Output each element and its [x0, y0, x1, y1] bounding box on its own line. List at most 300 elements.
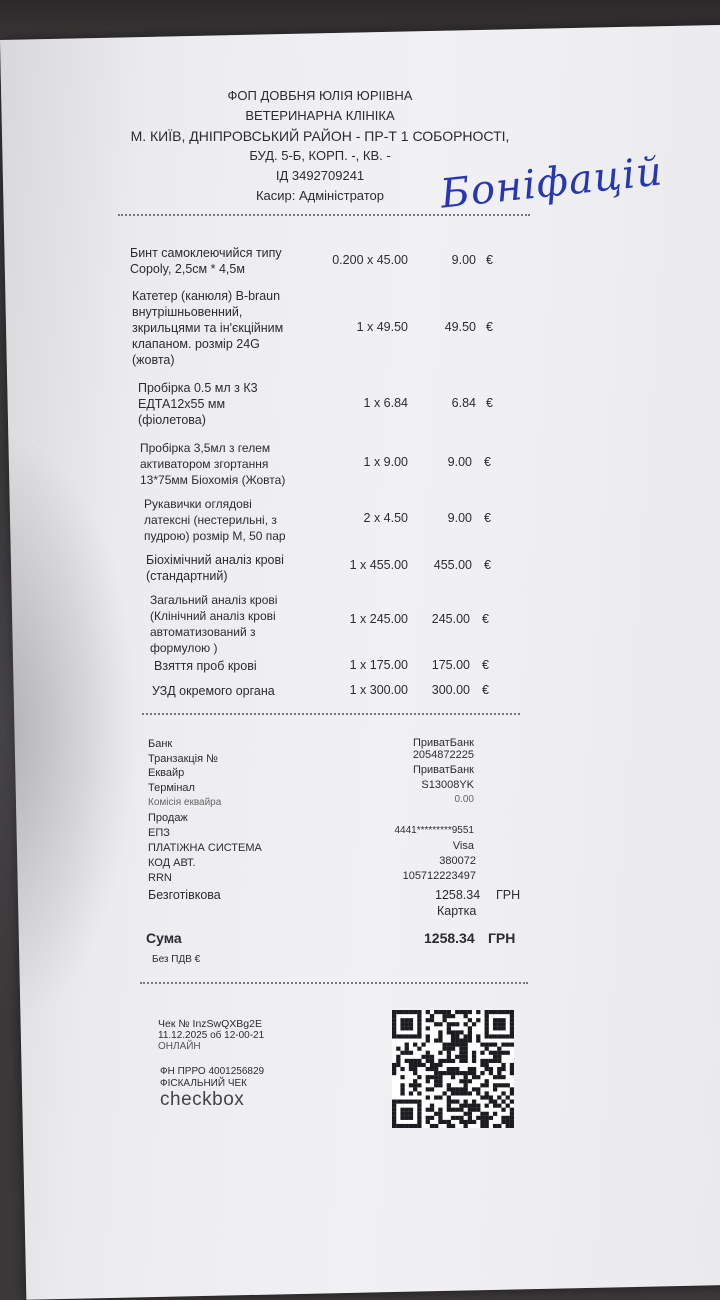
- qr-code: [392, 1010, 514, 1128]
- qr-module: [497, 1104, 501, 1108]
- qr-module: [409, 1091, 413, 1095]
- item-2-amount: 49.50: [444, 320, 476, 334]
- qr-module: [455, 1038, 459, 1042]
- qr-module: [451, 1059, 455, 1063]
- qr-module: [501, 1022, 505, 1026]
- qr-module: [451, 1030, 455, 1034]
- qr-module: [451, 1071, 455, 1075]
- qr-module: [447, 1124, 451, 1128]
- qr-module: [447, 1067, 451, 1071]
- qr-module: [451, 1014, 455, 1018]
- qr-module: [434, 1063, 438, 1067]
- qr-module: [409, 1108, 413, 1112]
- qr-module: [501, 1063, 505, 1067]
- qr-module: [497, 1018, 501, 1022]
- qr-module: [409, 1051, 413, 1055]
- qr-module: [434, 1010, 438, 1014]
- qr-module: [510, 1067, 514, 1071]
- qr-module: [489, 1010, 493, 1014]
- qr-module: [400, 1051, 404, 1055]
- qr-module: [405, 1124, 409, 1128]
- qr-module: [392, 1120, 396, 1124]
- payment-label: КОД АВТ.: [148, 857, 196, 869]
- qr-module: [510, 1087, 514, 1091]
- qr-module: [464, 1055, 468, 1059]
- qr-module: [506, 1116, 510, 1120]
- qr-module: [485, 1059, 489, 1063]
- qr-module: [493, 1075, 497, 1079]
- qr-module: [417, 1010, 421, 1014]
- qr-module: [405, 1100, 409, 1104]
- qr-module: [476, 1010, 480, 1014]
- item-6-currency: €: [484, 558, 491, 572]
- qr-module: [493, 1034, 497, 1038]
- qr-module: [396, 1034, 400, 1038]
- qr-module: [438, 1010, 442, 1014]
- qr-module: [493, 1022, 497, 1026]
- payment-value: 105712223497: [402, 870, 476, 882]
- merchant-address-1: М. КИЇВ, ДНІПРОВСЬКИЙ РАЙОН - ПР-Т 1 СОБОРНОСТІ,: [130, 128, 510, 144]
- qr-module: [392, 1030, 396, 1034]
- payment-value: ПриватБанк: [412, 737, 474, 749]
- qr-module: [434, 1112, 438, 1116]
- qr-module: [413, 1079, 417, 1083]
- qr-module: [430, 1116, 434, 1120]
- item-7-desc: Загальний аналіз крові (Клінічний аналіз крові автоматизований з формулою ): [150, 593, 278, 655]
- qr-module: [405, 1051, 409, 1055]
- qr-module: [468, 1018, 472, 1022]
- qr-module: [421, 1055, 425, 1059]
- qr-module: [438, 1051, 442, 1055]
- qr-module: [409, 1034, 413, 1038]
- qr-module: [417, 1047, 421, 1051]
- qr-module: [413, 1063, 417, 1067]
- qr-module: [405, 1116, 409, 1120]
- qr-module: [476, 1038, 480, 1042]
- qr-module: [455, 1100, 459, 1104]
- qr-module: [426, 1034, 430, 1038]
- qr-module: [459, 1055, 463, 1059]
- qr-module: [438, 1059, 442, 1063]
- qr-module: [417, 1120, 421, 1124]
- qr-module: [459, 1030, 463, 1034]
- qr-module: [493, 1018, 497, 1022]
- item-6-qty: 1 x 455.00: [349, 558, 408, 572]
- qr-module: [510, 1124, 514, 1128]
- item-8-qty: 1 x 175.00: [349, 658, 408, 672]
- check-datetime: 11.12.2025 об 12-00-21: [158, 1030, 265, 1041]
- qr-module: [501, 1010, 505, 1014]
- qr-module: [485, 1091, 489, 1095]
- qr-module: [455, 1108, 459, 1112]
- qr-module: [497, 1047, 501, 1051]
- qr-module: [506, 1124, 510, 1128]
- qr-module: [447, 1055, 451, 1059]
- cashless-amount: 1258.34: [435, 888, 481, 902]
- qr-module: [459, 1120, 463, 1124]
- qr-module: [485, 1014, 489, 1018]
- qr-module: [417, 1075, 421, 1079]
- vat-note: Без ПДВ €: [152, 954, 201, 965]
- qr-module: [493, 1059, 497, 1063]
- qr-module: [485, 1063, 489, 1067]
- qr-module: [438, 1095, 442, 1099]
- qr-module: [438, 1108, 442, 1112]
- qr-module: [430, 1014, 434, 1018]
- qr-module: [501, 1091, 505, 1095]
- qr-module: [472, 1059, 476, 1063]
- qr-module: [480, 1120, 484, 1124]
- qr-module: [417, 1030, 421, 1034]
- qr-module: [413, 1010, 417, 1014]
- qr-module: [455, 1116, 459, 1120]
- qr-module: [396, 1010, 400, 1014]
- qr-module: [413, 1124, 417, 1128]
- qr-module: [442, 1018, 446, 1022]
- qr-module: [417, 1022, 421, 1026]
- qr-module: [497, 1071, 501, 1075]
- qr-module: [468, 1034, 472, 1038]
- qr-module: [451, 1043, 455, 1047]
- qr-module: [468, 1071, 472, 1075]
- qr-module: [464, 1071, 468, 1075]
- qr-module: [472, 1071, 476, 1075]
- divider: [140, 982, 528, 984]
- qr-module: [493, 1087, 497, 1091]
- qr-module: [430, 1087, 434, 1091]
- qr-module: [392, 1014, 396, 1018]
- qr-module: [413, 1034, 417, 1038]
- qr-module: [426, 1018, 430, 1022]
- qr-module: [464, 1038, 468, 1042]
- qr-module: [459, 1108, 463, 1112]
- item-1-desc: Бинт самоклеючийся типу Copoly, 2,5см * 4,5м: [130, 246, 282, 276]
- qr-module: [510, 1112, 514, 1116]
- qr-module: [493, 1112, 497, 1116]
- qr-module: [426, 1120, 430, 1124]
- qr-module: [392, 1071, 396, 1075]
- qr-module: [400, 1112, 404, 1116]
- qr-module: [506, 1095, 510, 1099]
- qr-module: [426, 1010, 430, 1014]
- qr-module: [447, 1051, 451, 1055]
- qr-module: [476, 1087, 480, 1091]
- qr-module: [459, 1047, 463, 1051]
- qr-module: [455, 1071, 459, 1075]
- item-4-currency: €: [484, 455, 491, 469]
- qr-module: [430, 1055, 434, 1059]
- qr-module: [447, 1083, 451, 1087]
- item-7-qty: 1 x 245.00: [349, 612, 408, 626]
- qr-module: [434, 1038, 438, 1042]
- item-3-amount: 6.84: [451, 396, 476, 410]
- qr-module: [426, 1038, 430, 1042]
- qr-module: [472, 1055, 476, 1059]
- qr-module: [464, 1047, 468, 1051]
- qr-module: [392, 1063, 396, 1067]
- item-6-desc: Біохімічний аналіз крові (стандартний): [146, 553, 284, 583]
- qr-module: [510, 1030, 514, 1034]
- qr-module: [447, 1030, 451, 1034]
- item-5-desc: Рукавички оглядові латексні (нестерильні, з пудрою) розмір М, 50 пар: [144, 497, 286, 543]
- qr-module: [434, 1124, 438, 1128]
- check-mode: ОНЛАЙН: [158, 1041, 201, 1052]
- qr-module: [497, 1022, 501, 1026]
- qr-module: [459, 1104, 463, 1108]
- qr-module: [510, 1116, 514, 1120]
- qr-module: [455, 1055, 459, 1059]
- qr-module: [485, 1079, 489, 1083]
- qr-module: [392, 1108, 396, 1112]
- qr-module: [405, 1059, 409, 1063]
- qr-module: [493, 1083, 497, 1087]
- payment-value: 380072: [439, 855, 476, 867]
- qr-module: [430, 1124, 434, 1128]
- qr-module: [392, 1124, 396, 1128]
- qr-module: [417, 1108, 421, 1112]
- qr-module: [493, 1026, 497, 1030]
- qr-module: [438, 1038, 442, 1042]
- total-label: Сума: [146, 930, 182, 946]
- qr-module: [501, 1067, 505, 1071]
- qr-module: [451, 1108, 455, 1112]
- qr-module: [510, 1026, 514, 1030]
- merchant-type: ВЕТЕРИНАРНА КЛІНІКА: [245, 108, 395, 123]
- qr-module: [438, 1083, 442, 1087]
- qr-module: [489, 1043, 493, 1047]
- qr-module: [480, 1112, 484, 1116]
- qr-module: [413, 1087, 417, 1091]
- fiscal-label: ФІСКАЛЬНИЙ ЧЕК: [160, 1078, 247, 1089]
- qr-module: [434, 1075, 438, 1079]
- qr-module: [405, 1034, 409, 1038]
- qr-module: [493, 1010, 497, 1014]
- qr-module: [510, 1071, 514, 1075]
- qr-module: [476, 1091, 480, 1095]
- qr-module: [430, 1018, 434, 1022]
- qr-module: [434, 1067, 438, 1071]
- qr-module: [409, 1100, 413, 1104]
- qr-module: [430, 1063, 434, 1067]
- qr-module: [485, 1026, 489, 1030]
- qr-module: [451, 1047, 455, 1051]
- qr-module: [455, 1022, 459, 1026]
- qr-module: [493, 1104, 497, 1108]
- qr-module: [400, 1026, 404, 1030]
- qr-module: [455, 1087, 459, 1091]
- qr-module: [480, 1043, 484, 1047]
- divider: [118, 214, 530, 216]
- item-5-qty: 2 x 4.50: [363, 511, 408, 525]
- qr-module: [468, 1091, 472, 1095]
- qr-module: [485, 1047, 489, 1051]
- qr-module: [493, 1051, 497, 1055]
- item-3-currency: €: [486, 396, 493, 410]
- qr-module: [480, 1095, 484, 1099]
- item-5-amount: 9.00: [447, 511, 472, 525]
- qr-module: [459, 1010, 463, 1014]
- qr-module: [485, 1124, 489, 1128]
- qr-module: [392, 1112, 396, 1116]
- qr-module: [489, 1116, 493, 1120]
- qr-module: [510, 1100, 514, 1104]
- total-currency: ГРН: [488, 930, 516, 946]
- qr-module: [434, 1071, 438, 1075]
- qr-module: [485, 1116, 489, 1120]
- item-9-currency: €: [482, 683, 489, 697]
- qr-module: [400, 1075, 404, 1079]
- qr-module: [451, 1067, 455, 1071]
- qr-module: [472, 1051, 476, 1055]
- qr-module: [459, 1071, 463, 1075]
- qr-module: [472, 1087, 476, 1091]
- qr-module: [438, 1079, 442, 1083]
- qr-module: [417, 1018, 421, 1022]
- qr-module: [405, 1010, 409, 1014]
- qr-module: [497, 1075, 501, 1079]
- item-3-qty: 1 x 6.84: [363, 396, 408, 410]
- qr-module: [497, 1095, 501, 1099]
- qr-module: [464, 1087, 468, 1091]
- qr-module: [447, 1087, 451, 1091]
- qr-module: [506, 1104, 510, 1108]
- qr-module: [392, 1018, 396, 1022]
- qr-module: [476, 1116, 480, 1120]
- qr-module: [468, 1104, 472, 1108]
- qr-module: [468, 1120, 472, 1124]
- qr-module: [417, 1112, 421, 1116]
- qr-module: [409, 1026, 413, 1030]
- qr-module: [417, 1059, 421, 1063]
- qr-module: [459, 1059, 463, 1063]
- qr-module: [501, 1120, 505, 1124]
- qr-module: [455, 1067, 459, 1071]
- qr-module: [434, 1083, 438, 1087]
- qr-module: [455, 1010, 459, 1014]
- qr-module: [430, 1108, 434, 1112]
- qr-module: [476, 1108, 480, 1112]
- total-amount: 1258.34: [424, 930, 475, 946]
- qr-module: [501, 1100, 505, 1104]
- qr-module: [485, 1043, 489, 1047]
- qr-module: [464, 1079, 468, 1083]
- qr-module: [489, 1071, 493, 1075]
- qr-module: [493, 1124, 497, 1128]
- qr-module: [464, 1104, 468, 1108]
- payment-label: Еквайр: [148, 767, 185, 779]
- qr-module: [472, 1067, 476, 1071]
- qr-module: [392, 1067, 396, 1071]
- divider: [142, 713, 520, 715]
- item-2-qty: 1 x 49.50: [356, 320, 408, 334]
- qr-module: [426, 1108, 430, 1112]
- qr-module: [413, 1100, 417, 1104]
- qr-module: [510, 1010, 514, 1014]
- qr-module: [451, 1100, 455, 1104]
- qr-module: [421, 1043, 425, 1047]
- qr-module: [417, 1034, 421, 1038]
- qr-module: [506, 1010, 510, 1014]
- qr-module: [497, 1026, 501, 1030]
- payment-value: ПриватБанк: [412, 764, 474, 776]
- qr-module: [480, 1124, 484, 1128]
- qr-module: [451, 1124, 455, 1128]
- qr-module: [413, 1067, 417, 1071]
- qr-module: [442, 1010, 446, 1014]
- qr-module: [468, 1108, 472, 1112]
- payment-method: Картка: [437, 904, 477, 918]
- qr-module: [459, 1038, 463, 1042]
- qr-module: [447, 1022, 451, 1026]
- qr-module: [430, 1059, 434, 1063]
- qr-module: [497, 1124, 501, 1128]
- merchant-name: ФОП ДОВБНЯ ЮЛІЯ ЮРІІВНА: [227, 88, 413, 103]
- qr-module: [459, 1043, 463, 1047]
- cashless-currency: ГРН: [496, 888, 521, 902]
- qr-module: [464, 1014, 468, 1018]
- qr-module: [497, 1034, 501, 1038]
- qr-module: [409, 1124, 413, 1128]
- qr-module: [405, 1043, 409, 1047]
- qr-module: [472, 1100, 476, 1104]
- qr-module: [409, 1116, 413, 1120]
- qr-module: [438, 1112, 442, 1116]
- qr-module: [447, 1014, 451, 1018]
- qr-module: [501, 1116, 505, 1120]
- qr-module: [400, 1091, 404, 1095]
- qr-module: [438, 1075, 442, 1079]
- payment-value: 2054872225: [412, 749, 474, 761]
- qr-module: [409, 1018, 413, 1022]
- qr-module: [459, 1116, 463, 1120]
- qr-module: [430, 1067, 434, 1071]
- item-9-desc: УЗД окремого органа: [152, 684, 275, 698]
- qr-module: [400, 1124, 404, 1128]
- payment-label: ПЛАТІЖНА СИСТЕМА: [148, 842, 262, 854]
- qr-module: [392, 1116, 396, 1120]
- payment-value: 4441*********9551: [394, 825, 474, 836]
- qr-module: [442, 1091, 446, 1095]
- qr-module: [396, 1100, 400, 1104]
- qr-module: [392, 1022, 396, 1026]
- qr-module: [485, 1112, 489, 1116]
- qr-module: [468, 1038, 472, 1042]
- qr-module: [417, 1083, 421, 1087]
- cashier: Касир: Адміністратор: [255, 188, 385, 203]
- qr-module: [442, 1071, 446, 1075]
- qr-module: [459, 1051, 463, 1055]
- qr-module: [409, 1063, 413, 1067]
- merchant-id: ІД 3492709241: [275, 168, 365, 183]
- qr-module: [405, 1026, 409, 1030]
- qr-module: [468, 1079, 472, 1083]
- qr-module: [480, 1059, 484, 1063]
- qr-module: [464, 1124, 468, 1128]
- qr-module: [506, 1034, 510, 1038]
- item-8-amount: 175.00: [431, 658, 470, 672]
- qr-module: [485, 1067, 489, 1071]
- qr-module: [405, 1047, 409, 1051]
- qr-module: [417, 1124, 421, 1128]
- qr-module: [400, 1083, 404, 1087]
- qr-module: [442, 1059, 446, 1063]
- qr-module: [426, 1051, 430, 1055]
- payment-label: Транзакція №: [148, 753, 218, 765]
- qr-code-image: [392, 1010, 514, 1128]
- qr-module: [392, 1034, 396, 1038]
- qr-module: [438, 1116, 442, 1120]
- qr-module: [510, 1014, 514, 1018]
